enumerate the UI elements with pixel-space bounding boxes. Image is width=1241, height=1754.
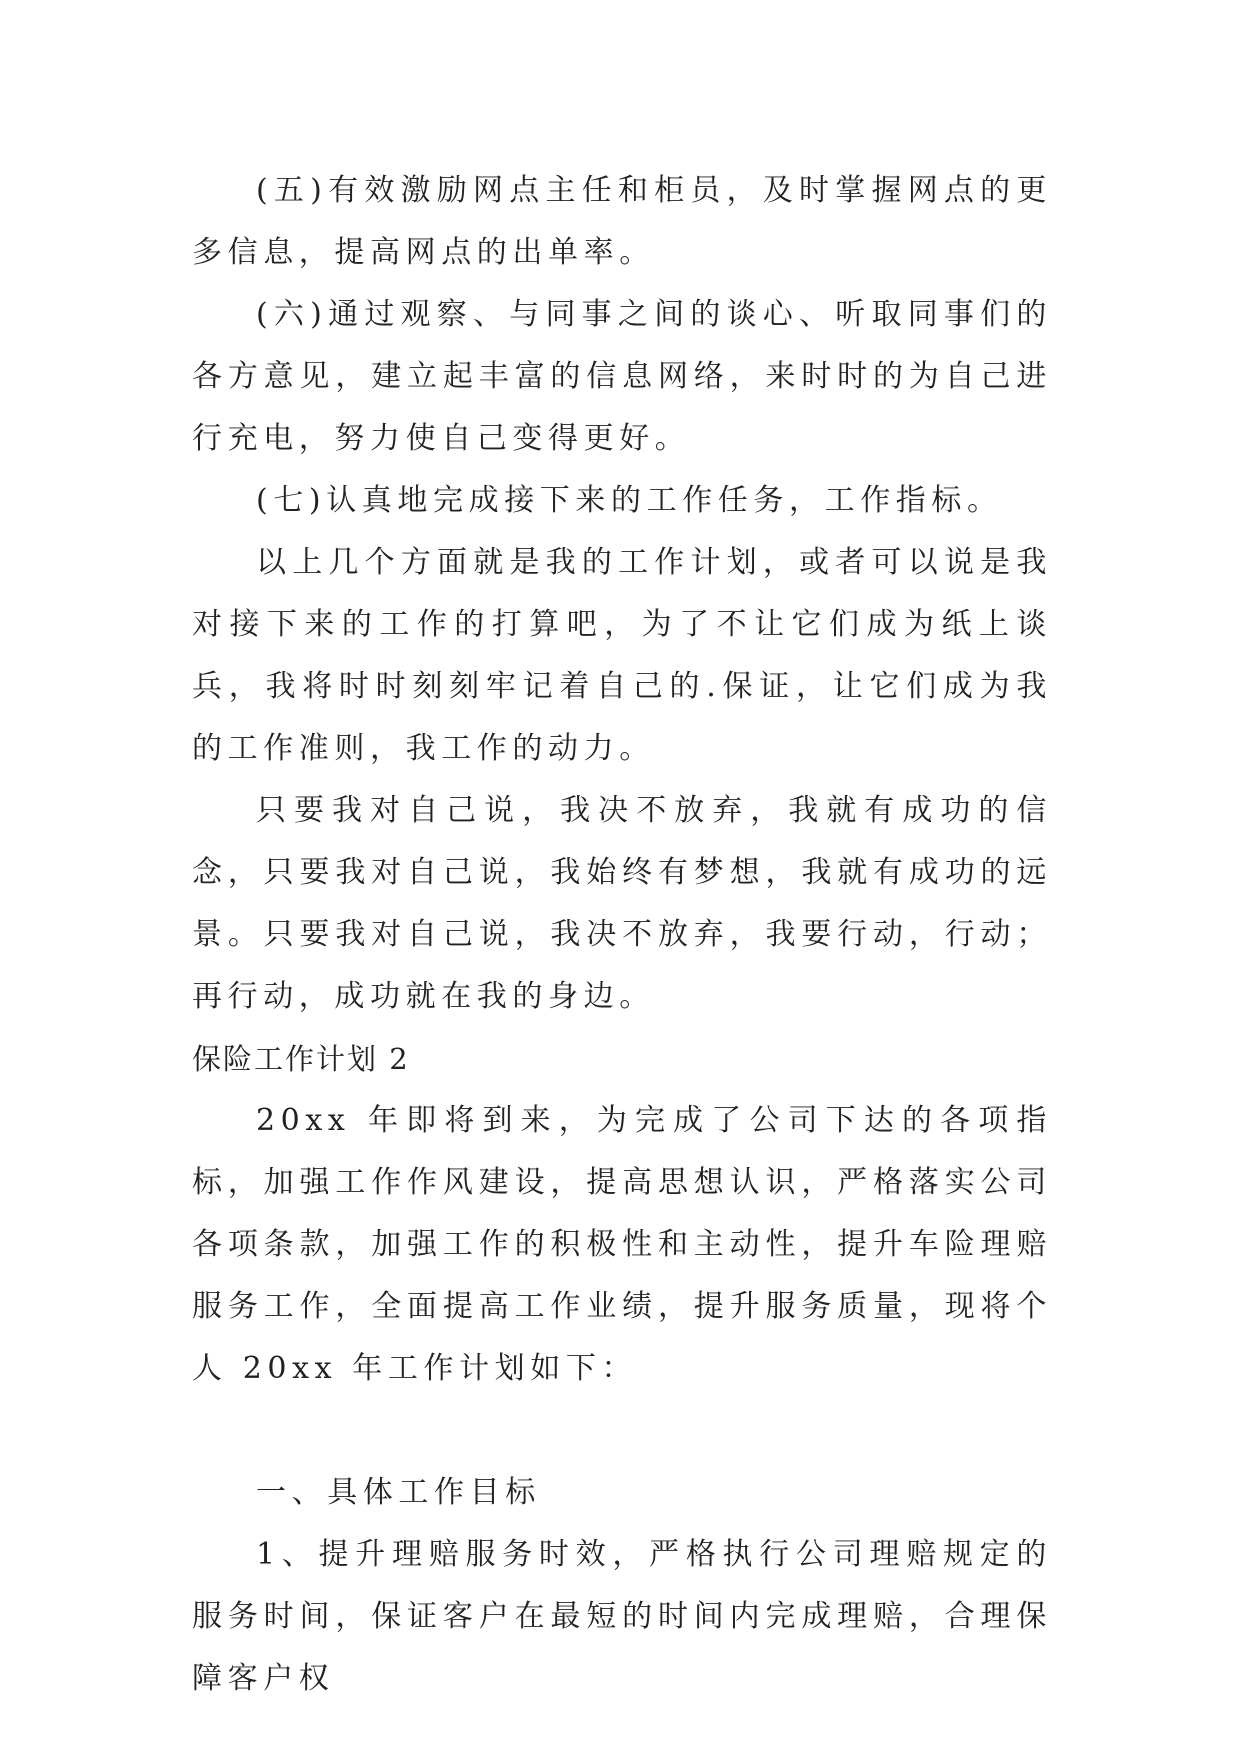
paragraph-intro: 20xx 年即将到来，为完成了公司下达的各项指标，加强工作作风建设，提高思想认识，严格落实公司各项条款，加强工作的积极性和主动性，提升车险理赔服务工作，全面提高工作业绩，提升服务质量，现将个人 20xx 年工作计划如下： xyxy=(192,1103,1052,1386)
paragraph-item-7: (七)认真地完成接下来的工作任务，工作指标。 xyxy=(256,483,1003,518)
paragraph-goal-1: 1、提升理赔服务时效，严格执行公司理赔规定的服务时间，保证客户在最短的时间内完成理赔，合理保障客户权 xyxy=(192,1537,1052,1696)
blank-line xyxy=(192,1400,1052,1462)
section-title: 保险工作计划 2 xyxy=(192,1042,410,1076)
paragraph-summary: 以上几个方面就是我的工作计划，或者可以说是我对接下来的工作的打算吧，为了不让它们成为纸上谈兵，我将时时刻刻牢记着自己的.保证，让它们成为我的工作准则，我工作的动力。 xyxy=(192,545,1052,766)
subheading-goals: 一、具体工作目标 xyxy=(256,1475,541,1510)
paragraph-item-6: (六)通过观察、与同事之间的谈心、听取同事们的各方意见，建立起丰富的信息网络，来时时的为自己进行充电，努力使自己变得更好。 xyxy=(192,297,1052,456)
document-body xyxy=(192,160,1052,1710)
paragraph-motivation: 只要我对自己说，我决不放弃，我就有成功的信念，只要我对自己说，我始终有梦想，我就有成功的远景。只要我对自己说，我决不放弃，我要行动，行动；再行动，成功就在我的身边。 xyxy=(192,793,1052,1014)
paragraph-item-5: (五)有效激励网点主任和柜员，及时掌握网点的更多信息，提高网点的出单率。 xyxy=(192,173,1052,270)
